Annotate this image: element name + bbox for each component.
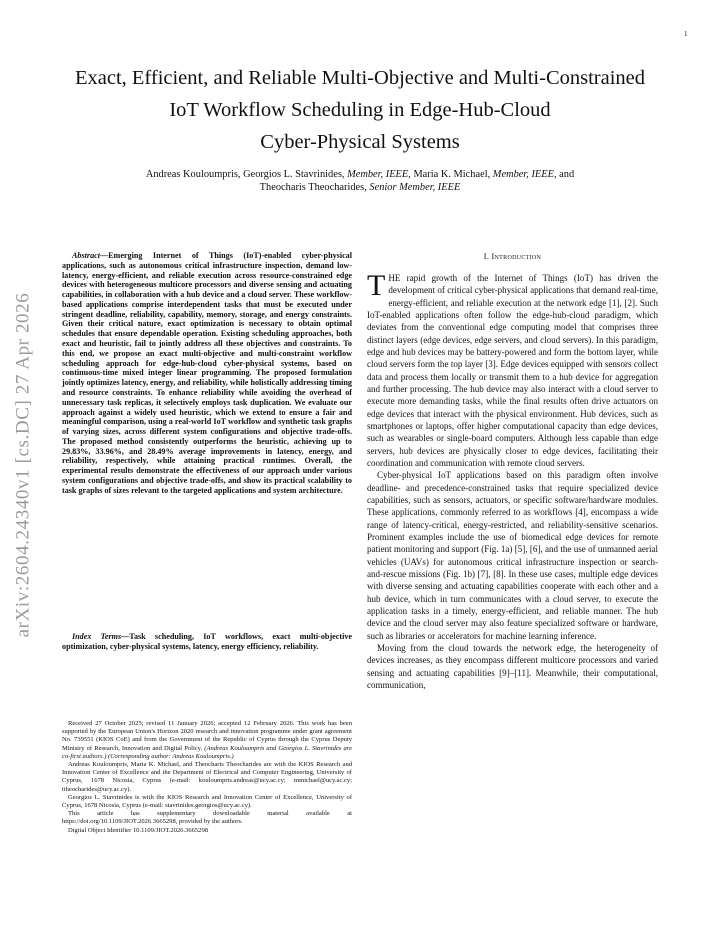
index-terms — [62, 632, 352, 652]
intro-paragraph-3: Moving from the cloud towards the network edge, the heterogeneity of devices increases, as they encompass different multicore processors and varied sensing and actuating capabilities [9]–[11]. Meanwhile, their computational, communication, — [367, 642, 658, 690]
author-line-2 — [70, 181, 650, 194]
drop-cap: T — [367, 269, 386, 302]
page-number: 1 — [684, 30, 688, 38]
footnotes — [62, 720, 352, 835]
abstract-text: —Emerging Internet of Things (IoT)-enabled cyber-physical applications, such as autonomous critical infrastructure inspection, demand low-latency, energy-efficient, and reliable execution across resource-constrained edge devices with heterogeneous multicore processors and diverse sensing and actuating capabilities, in collaboration with a hub device and a cloud server. These workflow-based applications comprise interdependent tasks that must be executed under stringent deadline, reliability, capability, memory, storage, and energy constraints. Given their critical nature, exact optimization is necessary to obtain optimal schedules that ensure dependable operation. Existing scheduling approaches, both exact and heuristic, fail to jointly address all these objectives and constraints. To this end, we propose an exact multi-objective and multi-constraint workflow scheduling approach for edge-hub-cloud cyber-physical systems, based on continuous-time mixed integer linear programming. The proposed formulation jointly optimizes latency, energy, and reliability, while holistically addressing timing and resource constraints. To enhance reliability while avoiding the overhead of unnecessary task replicas, it selectively employs task duplication. We evaluate our approach against a widely used heuristic, which we extend to ensure a fair and meaningful comparison, using a real-world IoT workflow and synthetic task graphs of varying sizes, across different system configurations and objective trade-offs. The proposed method consistently outperforms the heuristic, achieving up to 29.83%, 33.96%, and 28.49% average improvements in latency, energy, and reliability, respectively, while attaining practical runtimes. Overall, the experimental results demonstrate the effectiveness of our approach under various system configurations and objective trade-offs, and show its practical scalability to task graphs of sizes relevant to the targeted applications and system architecture. — [62, 251, 352, 495]
membership-3: Senior Member, IEEE — [369, 182, 461, 193]
membership-1: Member, IEEE — [347, 169, 409, 180]
introduction-body — [367, 269, 658, 691]
index-terms-text: —Task scheduling, IoT workflows, exact multi-objective optimization, cyber-physical systems, latency, energy efficiency, reliability. — [62, 632, 353, 651]
arxiv-watermark — [0, 255, 46, 675]
arxiv-id-label: arXiv:2604.24340v1 [cs.DC] 27 Apr 2026 — [12, 292, 33, 638]
intro-paragraph-1: THE rapid growth of the Internet of Things (IoT) has driven the development of critical cyber-physical applications that demand real-time, energy-efficient, and reliable execution at the network edge [1], [2]. Such IoT-enabled applications often follow the edge-hub-cloud paradigm, which deviates from the conventional edge computing model that comprises three distinct layers (edge devices, edge servers, and cloud servers). In this paradigm, edge and hub devices may be battery-powered and form the bottom layer, while cloud servers form the top layer [3]. Edge devices equipped with sensors collect data and process them locally or transmit them to a hub device for aggregation and further processing. The hub device may also interact with a cloud server to execute more demanding tasks, while the final results often drive actuators on edge devices that interact with the physical environment. Hub devices, such as smartphones or laptops, offer higher computational capacity than edge devices, such as wearables or single-board computers. Although less capable than edge servers, hub devices are physically closer to edge devices, facilitating their coordination and communication with remote cloud servers. — [367, 269, 658, 468]
author-line-1 — [70, 168, 650, 181]
footnote-doi: Digital Object Identifier 10.1109/JIOT.2026.3665298 — [68, 826, 209, 834]
footnote-affiliation-1: Andreas Kouloumpris, Maria K. Michael, and Theocharis Theocharides are with the KIOS Research and Innovation Center of Excellence and the Department of Electrical and Computer Engineering, University of Cyprus, 1678 Nicosia, Cyprus (e-mail: kouloumpris.andreas@ucy.ac.cy; mmichael@ucy.ac.cy; ttheocharides@ucy.ac.cy). — [62, 761, 352, 793]
title-line-2: IoT Workflow Scheduling in Edge-Hub-Cloud — [169, 99, 551, 121]
paper-title — [40, 62, 680, 158]
section-heading: I. Introduction — [483, 252, 542, 261]
intro-paragraph-2: Cyber-physical IoT applications based on this paradigm often involve deadline- and precedence-constrained tasks that require specialized device capabilities, such as sensors, actuators, or specific software/hardware modules. These applications, commonly referred to as workflows [4], encompass a wide range of latency-critical, energy-restricted, and reliability-sensitive scenarios. Prominent examples include the use of biomedical edge devices for remote patient monitoring and support (Fig. 1a) [5], [6], and the use of unmanned aerial vehicles (UAVs) for autonomous critical infrastructure inspection or search-and-rescue missions (Fig. 1b) [7], [8]. In these use cases, multiple edge devices with diverse sensing and actuating capabilities cooperate with each other and a hub device, which in turn communicates with a cloud server, to execute the application tasks in a timely, energy-efficient, and reliable manner. The hub device and the cloud server may also feature specialized software or hardware, such as libraries or accelerators for machine learning inference. — [367, 470, 658, 641]
author-names-2: , Maria K. Michael, — [408, 169, 493, 180]
title-line-1: Exact, Efficient, and Reliable Multi-Objective and Multi-Constrained — [74, 67, 646, 89]
footnote-received: Received 27 October 2025; revised 11 January 2026; accepted 12 February 2026. This work has been supported by the European Union's Horizon 2020 research and innovation programme under grant agreement No. 739551 (KIOS CoE) and from the Government of the Republic of Cyprus through the Cyprus Deputy Ministry of Research, Innovation and Digital Policy. (Andreas Kouloumpris and Georgios L. Stavrinides are co-first authors.) (Corresponding author: Andreas Kouloumpris.) — [62, 720, 352, 760]
abstract-label: Abstract — [72, 251, 100, 260]
abstract — [62, 251, 352, 496]
membership-2: Member, IEEE — [492, 169, 554, 180]
title-line-3: Cyber-Physical Systems — [260, 131, 460, 153]
author-names-4: Theocharis Theocharides, — [259, 182, 370, 193]
author-names-1: Andreas Kouloumpris, Georgios L. Stavrinides, — [145, 169, 348, 180]
author-list — [70, 168, 650, 194]
author-names-3: , and — [553, 169, 575, 180]
footnote-affiliation-2: Georgios L. Stavrinides is with the KIOS Research and Innovation Center of Excellence, University of Cyprus, 1678 Nicosia, Cyprus (e-mail: stavrinides.georgios@ucy.ac.cy). — [62, 793, 352, 810]
footnote-coauthor-note: (Andreas Kouloumpris and Georgios L. Stavrinides are co-first authors.) (Corresponding author: Andreas Kouloumpris.) — [62, 744, 352, 760]
footnote-supplementary: This article has supplementary downloadable material available at https://doi.org/10.1109/JIOT.2026.3665298, provided by the authors. — [62, 810, 352, 826]
index-terms-label: Index Terms — [72, 632, 122, 641]
